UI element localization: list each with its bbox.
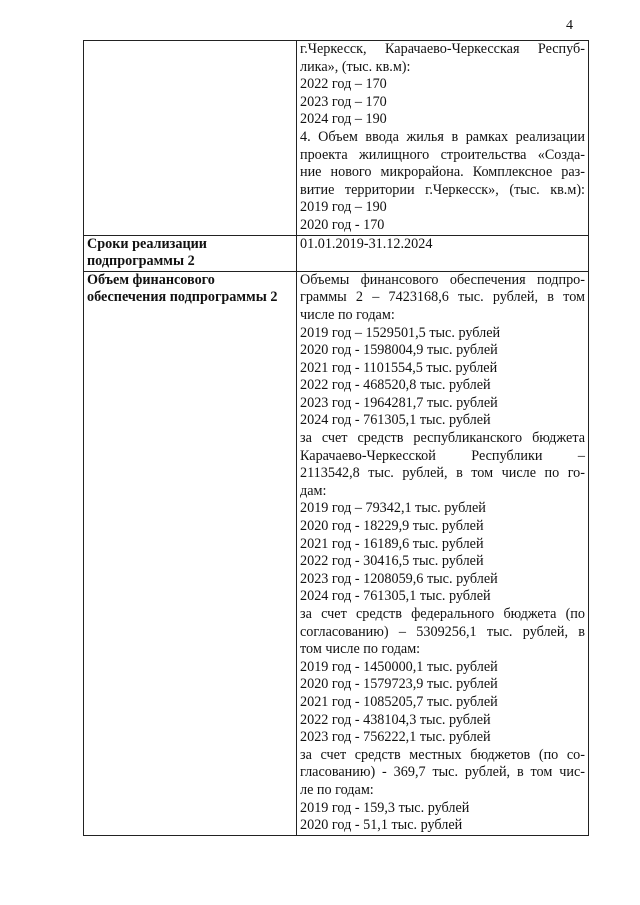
row-label-cell xyxy=(84,41,297,236)
value-line: ние нового микрорайона. Комплексное раз- xyxy=(300,164,585,181)
value-line: 2020 год - 1598004,9 тыс. рублей xyxy=(300,342,498,359)
value-line: 2022 год – 170 xyxy=(300,76,387,93)
page-number: 4 xyxy=(566,18,573,33)
value-line: 2022 год - 30416,5 тыс. рублей xyxy=(300,553,484,570)
row-value-cell xyxy=(297,41,589,236)
value-line: 2023 год - 1964281,7 тыс. рублей xyxy=(300,394,498,411)
value-line: согласованию) – 5309256,1 тыс. рублей, в xyxy=(300,623,585,640)
value-line: 2024 год - 761305,1 тыс. рублей xyxy=(300,588,491,605)
value-line: числе по годам: xyxy=(300,306,395,323)
value-line: граммы 2 – 7423168,6 тыс. рублей, в том xyxy=(300,289,585,306)
value-line: витие территории г.Черкесск», (тыс. кв.м): xyxy=(300,181,585,198)
table-row xyxy=(84,271,589,835)
value-line: 2020 год - 51,1 тыс. рублей xyxy=(300,817,463,834)
value-line: 2024 год - 761305,1 тыс. рублей xyxy=(300,412,491,429)
value-line: 2021 год - 1101554,5 тыс. рублей xyxy=(300,359,498,376)
value-line: том числе по годам: xyxy=(300,641,421,658)
row-value-cell xyxy=(297,271,589,835)
value-line: ле по годам: xyxy=(300,781,374,798)
value-line: за счет средств республиканского бюджета xyxy=(300,430,585,447)
value-line: 2019 год - 1450000,1 тыс. рублей xyxy=(300,658,498,675)
value-line: Карачаево-Черкесской Республики – xyxy=(300,447,585,464)
value-line xyxy=(300,253,585,271)
value-line: 2019 год – 1529501,5 тыс. рублей xyxy=(300,324,501,341)
value-line: 2022 год - 468520,8 тыс. рублей xyxy=(300,377,491,394)
value-line: 2021 год - 1085205,7 тыс. рублей xyxy=(300,693,498,710)
row-label-cell xyxy=(84,271,297,835)
value-line: за счет средств федерального бюджета (по xyxy=(300,606,585,622)
row-label: Сроки реализации подпрограммы 2 xyxy=(87,235,207,269)
value-line: проекта жилищного строительства «Созда- xyxy=(300,146,585,163)
value-line: 2024 год – 190 xyxy=(300,111,387,128)
row-value-cell xyxy=(297,235,589,271)
value-line: 2023 год - 756222,1 тыс. рублей xyxy=(300,729,491,746)
table-row xyxy=(84,41,589,236)
value-line: лика», (тыс. кв.м): xyxy=(300,58,411,75)
value-line: 2023 год – 170 xyxy=(300,93,387,110)
value-line: 2113542,8 тыс. рублей, в том числе по го- xyxy=(300,465,585,482)
value-line: 2020 год - 170 xyxy=(300,216,385,233)
value-line: гласованию) - 369,7 тыс. рублей, в том чис- xyxy=(300,764,585,781)
value-line: 01.01.2019-31.12.2024 xyxy=(300,235,433,252)
value-line: 2023 год - 1208059,6 тыс. рублей xyxy=(300,570,498,587)
value-line: 2019 год – 190 xyxy=(300,199,387,216)
row-label: Объем финансового обеспечения подпрограммы 2 xyxy=(87,271,278,305)
value-line: г.Черкесск, Карачаево-Черкесская Респуб- xyxy=(300,41,585,57)
value-line: 2020 год - 1579723,9 тыс. рублей xyxy=(300,676,498,693)
value-line: 2019 год - 159,3 тыс. рублей xyxy=(300,799,470,816)
value-line: 2022 год - 438104,3 тыс. рублей xyxy=(300,711,491,728)
row-label-cell xyxy=(84,235,297,271)
value-line: Объемы финансового обеспечения подпро- xyxy=(300,271,585,288)
table-row xyxy=(84,235,589,271)
value-line: за счет средств местных бюджетов (по со- xyxy=(300,746,585,763)
value-line: 2021 год - 16189,6 тыс. рублей xyxy=(300,535,484,552)
value-line: дам: xyxy=(300,482,327,499)
value-line: 2020 год - 18229,9 тыс. рублей xyxy=(300,518,484,535)
value-line: 2019 год – 79342,1 тыс. рублей xyxy=(300,500,486,517)
passport-table xyxy=(83,40,589,836)
value-line: 4. Объем ввода жилья в рамках реализации xyxy=(300,128,585,145)
